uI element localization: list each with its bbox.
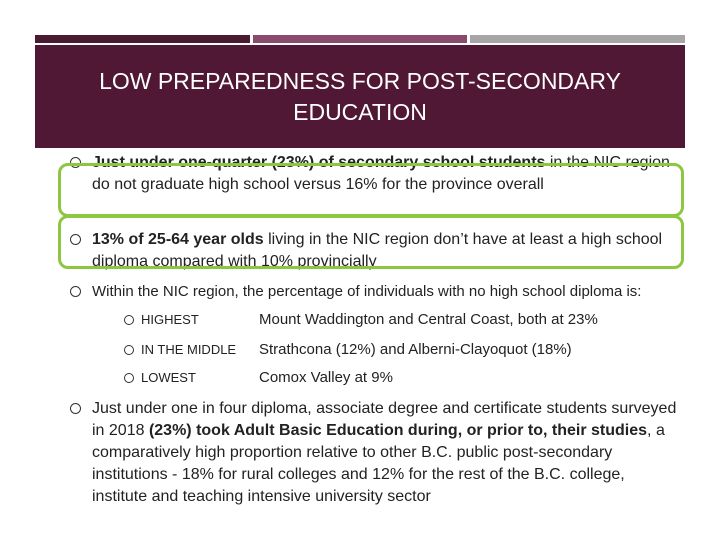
sub-item-value: Strathcona (12%) and Alberni-Clayoquot (18%) [259, 341, 572, 358]
bullet-bold-text: (23%) took Adult Basic Education during, or prior to, their studies [148, 422, 648, 439]
title-band [35, 45, 685, 148]
bullet-rest-text: living in the NIC region don’t have at least a high school diploma compared with 10% provincially [92, 231, 663, 270]
top-accent-bar-gray [470, 35, 685, 43]
top-accent-bar-mid [253, 35, 467, 43]
sub-item-middle [124, 340, 684, 360]
bullet-rest-text: , a comparatively high proportion relative to other B.C. public post-secondary institutions - 18% for rural colleges and 12% for the rest of the B.C. college, institute and teaching intensive university sector [92, 422, 665, 505]
sub-item-lowest [124, 368, 684, 388]
sub-item-highest [124, 310, 684, 330]
bullet-region-breakdown [70, 281, 680, 303]
bullet-text [92, 398, 680, 508]
highlight-box-second-bullet [58, 215, 684, 269]
slide-title: LOW PREPAREDNESS FOR POST-SECONDARY EDUCATION [99, 67, 621, 125]
sub-item-value: Mount Waddington and Central Coast, both at 23% [259, 311, 598, 328]
bullet-rest-text: in the NIC region do not graduate high school versus 16% for the province overall [92, 154, 670, 193]
bullet-bold-text: 13% of 25-64 year olds [92, 231, 264, 248]
bullet-text: Within the NIC region, the percentage of individuals with no high school diploma is: [92, 283, 642, 300]
sub-item-label: IN THE MIDDLE [141, 342, 237, 357]
circle-bullet-icon [124, 373, 134, 383]
bullet-adult-basic-education [70, 398, 680, 508]
circle-bullet-icon [70, 403, 81, 414]
highlight-box-first-bullet [58, 163, 684, 217]
bullet-bold-text: Just under one-quarter (23%) of secondary school students [92, 154, 546, 171]
top-accent-bar-dark [35, 35, 250, 43]
circle-bullet-icon [124, 315, 134, 325]
sub-item-value: Comox Valley at 9% [259, 369, 393, 386]
sub-item-label: HIGHEST [141, 312, 199, 327]
circle-bullet-icon [70, 286, 81, 297]
bullet-pre-text: Just under one in four diploma, associate degree and certificate students surveyed in 2018 [92, 400, 677, 439]
sub-item-label: LOWEST [141, 370, 196, 385]
circle-bullet-icon [124, 345, 134, 355]
